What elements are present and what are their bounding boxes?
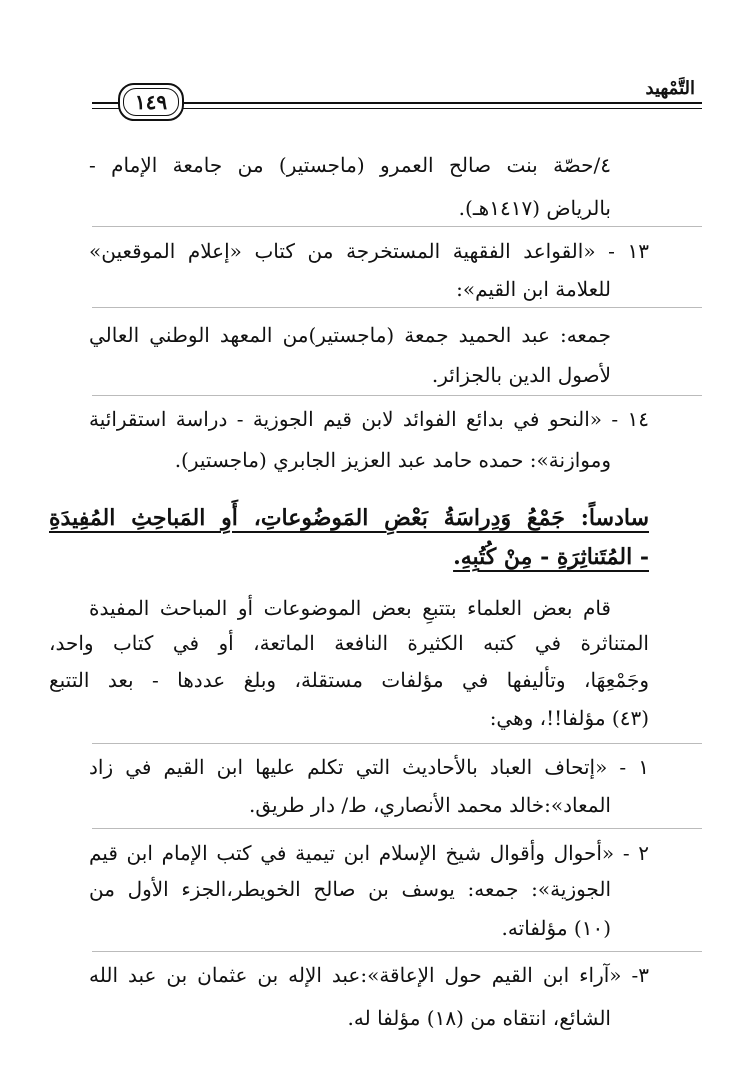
list-item-14: ١٤ - «النحو في بدائع الفوائد لابن قيم الجوزية - دراسة استقرائية [89, 407, 649, 431]
page-number-text: ١٤٩ [134, 90, 168, 114]
text-line: بالرياض (١٤١٧هـ). [458, 196, 611, 220]
text-line: وموازنة»: حمده حامد عبد العزيز الجابري (ماجستير). [174, 448, 611, 472]
item-separator [92, 395, 702, 396]
item-separator [92, 307, 702, 308]
page-number [118, 83, 184, 121]
list-item-2: ٢ - «أحوال وأقوال شيخ الإسلام ابن تيمية في كتب الإمام ابن قيم [89, 841, 649, 865]
text-line: المعاد»:خالد محمد الأنصاري، ط/ دار طريق. [248, 793, 611, 817]
item-separator [92, 743, 702, 744]
section-heading: سادساً: جَمْعُ وَدِراسَةُ بَعْضِ المَوضُوعاتِ، أَوِ المَباحِثِ المُفِيدَةِ [49, 505, 649, 531]
paragraph-line: قام بعض العلماء بتتبعِ بعض الموضوعات أو المباحث المفيدة [89, 596, 611, 620]
text-line: جمعه: عبد الحميد جمعة (ماجستير)من المعهد الوطني العالي [89, 323, 611, 347]
paragraph-line: (٤٣) مؤلفا!!، وهي: [489, 706, 649, 730]
item-separator [92, 226, 702, 227]
text-line: ٤/حصّة بنت صالح العمرو (ماجستير) من جامعة الإمام - [89, 153, 611, 177]
text-line: (١٠) مؤلفاته. [501, 916, 611, 940]
text-line: لأصول الدين بالجزائر. [431, 363, 611, 387]
running-title: التَّمْهيد [640, 78, 702, 99]
text-line: للعلامة ابن القيم»: [456, 277, 611, 301]
paragraph-line: وجَمْعِهَا، وتأليفها في مؤلفات مستقلة، وبلغ عددها - بعد التتبع [49, 668, 649, 692]
item-separator [92, 951, 702, 952]
text-line: الجوزية»: جمعه: يوسف بن صالح الخويطر،الجزء الأول من [89, 877, 611, 901]
section-heading-cont: - المُتَناثِرَةِ - مِنْ كُتُبِهِ. [453, 544, 649, 570]
item-separator [92, 828, 702, 829]
list-item-1: ١ - «إتحاف العباد بالأحاديث التي تكلم عليها ابن القيم في زاد [89, 755, 649, 779]
list-item-13: ١٣ - «القواعد الفقهية المستخرجة من كتاب «إعلام الموقعين» [89, 239, 649, 263]
list-item-3: ٣- «آراء ابن القيم حول الإعاقة»:عبد الإله بن عثمان بن عبد الله [89, 963, 649, 987]
text-line: الشائع، انتقاه من (١٨) مؤلفا له. [347, 1006, 611, 1030]
paragraph-line: المتناثرة في كتبه الكثيرة النافعة الماتعة، أو في كتاب واحد، [49, 631, 649, 655]
